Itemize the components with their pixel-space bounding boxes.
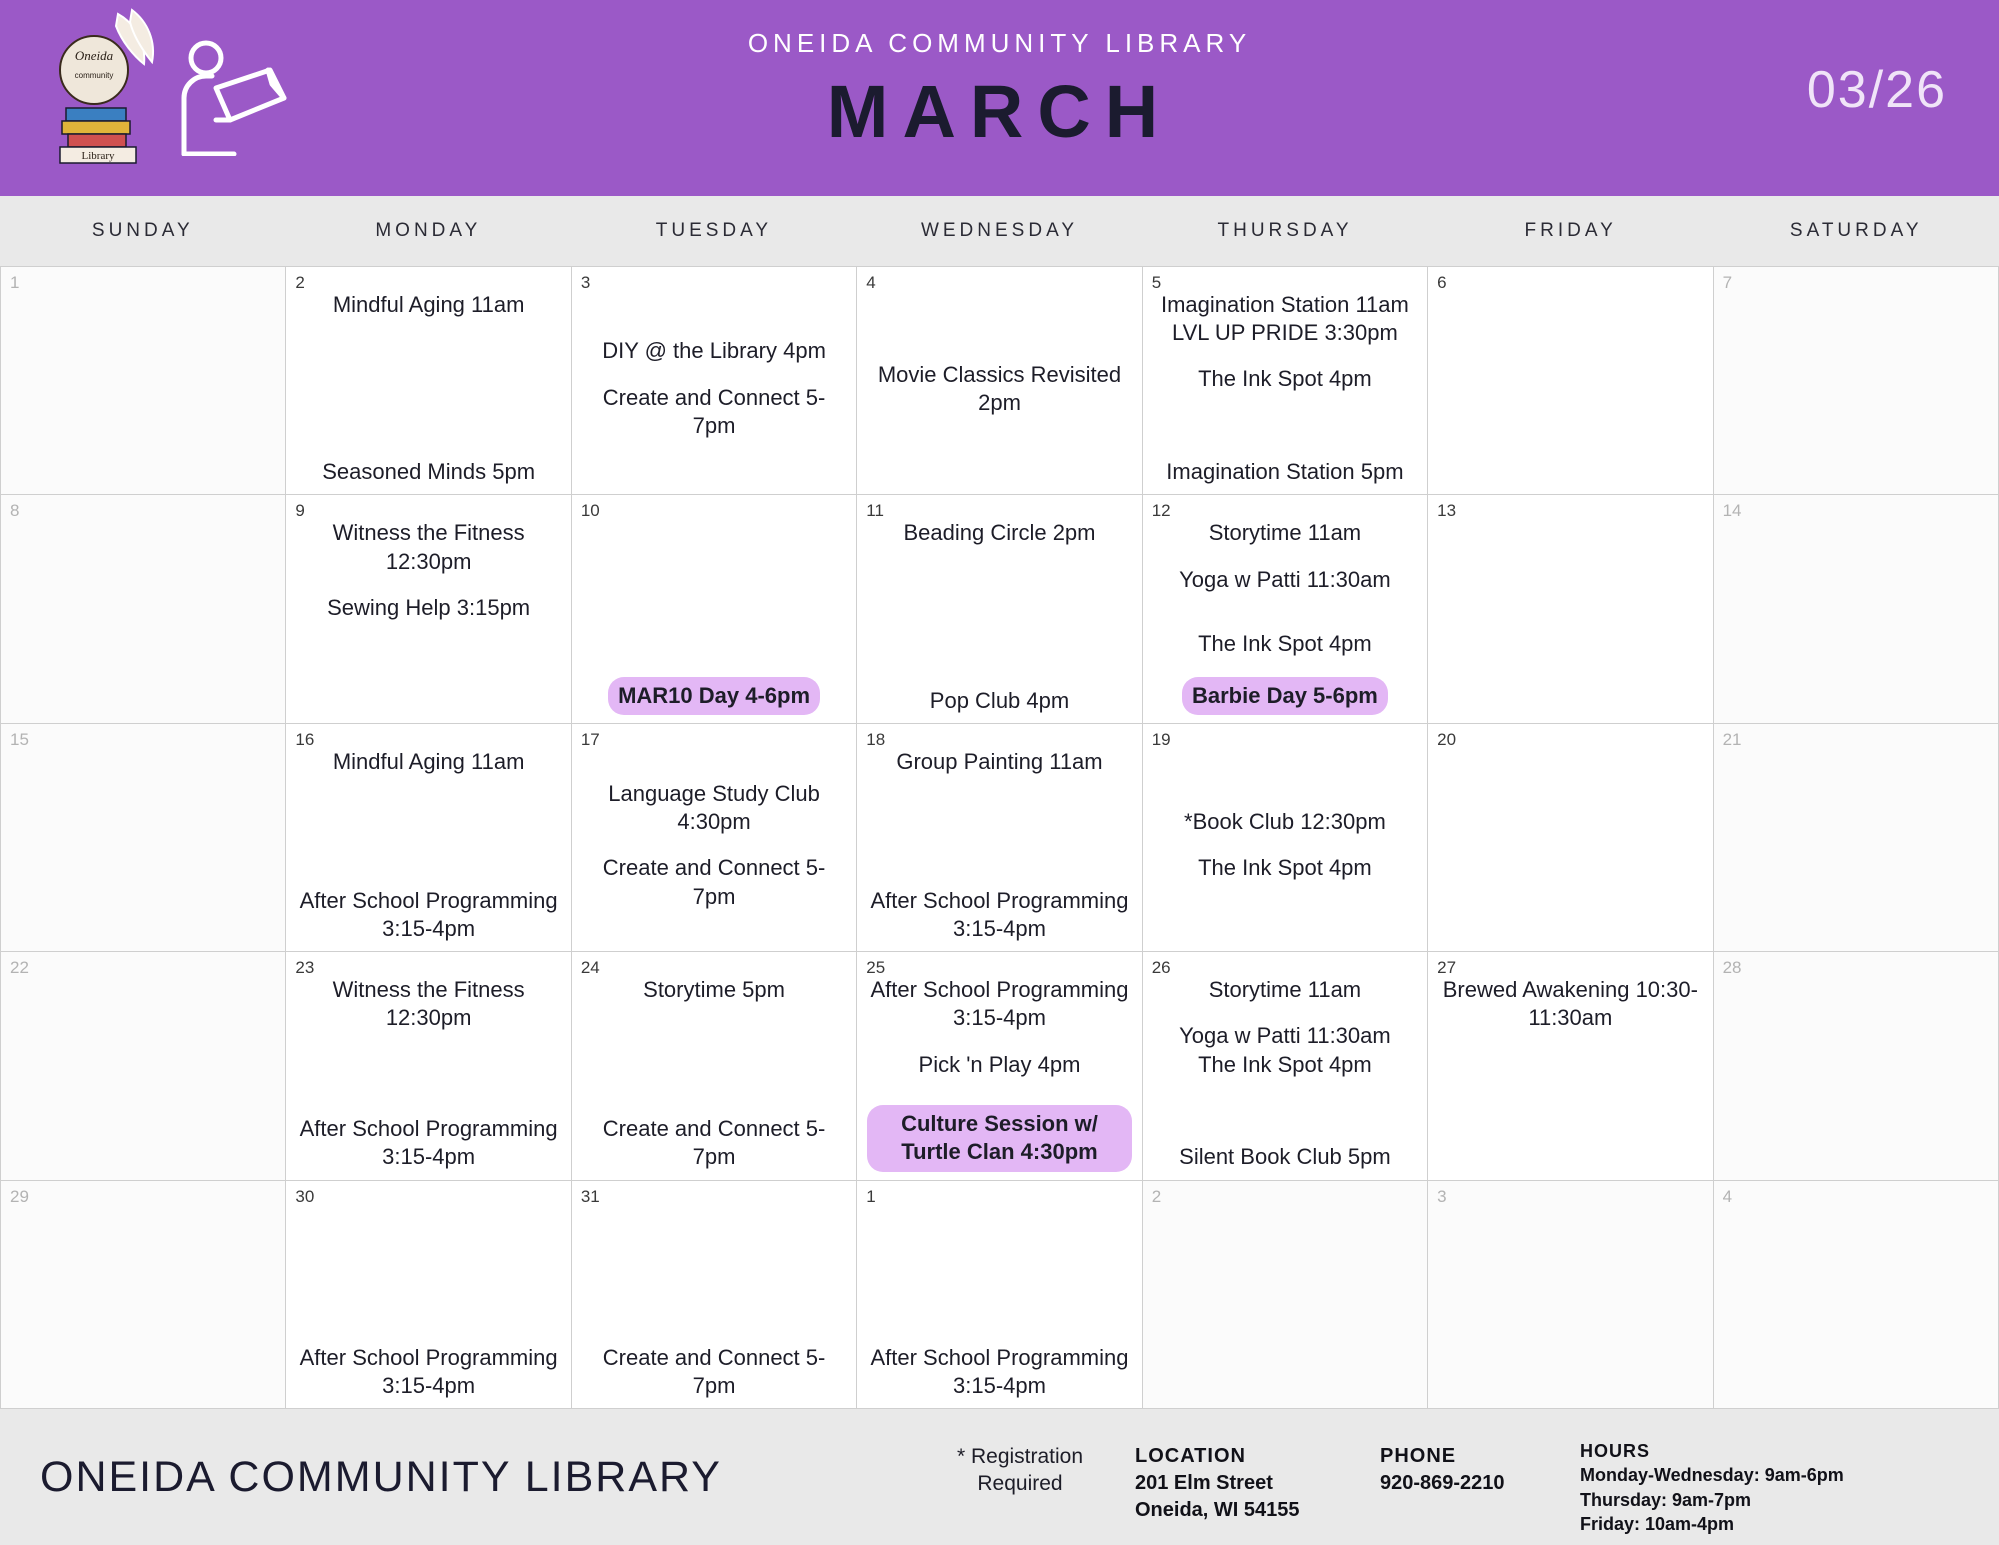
calendar-day-cell[interactable] [286,1181,571,1409]
calendar-day-cell[interactable] [1143,952,1428,1180]
event-item[interactable]: Pop Club 4pm [929,687,1070,713]
calendar-day-cell[interactable] [1,1181,286,1409]
day-number: 3 [1437,1186,1447,1206]
day-events [294,976,562,1171]
event-item[interactable]: Storytime 11am [1208,977,1362,1003]
calendar-day-cell[interactable] [1,952,286,1180]
calendar-day-cell[interactable] [1,267,286,495]
day-number: 7 [1722,273,1733,292]
event-item[interactable]: Imagination Station 5pm [1166,459,1404,485]
event-item[interactable]: Witness the Fitness 12:30pm [332,520,525,574]
calendar-day-cell[interactable] [1143,495,1428,723]
day-number: 8 [10,501,20,521]
event-group [865,976,1133,1078]
calendar-day-cell[interactable] [1,724,286,952]
location-label: LOCATION [1135,1445,1246,1467]
event-item[interactable]: Storytime 11am [1208,520,1362,546]
event-group [865,519,1133,547]
event-highlighted[interactable] [1151,677,1419,715]
day-events [1722,291,1990,486]
weekday-friday: FRIDAY [1524,220,1617,241]
header-date-code: 03/26 [1806,61,1947,119]
day-events [1151,291,1419,486]
day-events [294,519,562,714]
event-item[interactable]: Storytime 5pm [643,977,785,1003]
day-number: 15 [10,729,29,749]
event-group [580,1344,848,1400]
event-item[interactable]: Beading Circle 2pm [903,520,1096,546]
calendar-day-cell[interactable] [857,724,1142,952]
day-number: 4 [866,273,876,292]
calendar-day-cell[interactable] [1428,1181,1713,1409]
day-number: 13 [1437,501,1457,521]
event-item[interactable]: Create and Connect 5-7pm [602,384,826,438]
event-item[interactable]: Sewing Help 3:15pm [327,594,531,620]
day-events [1151,519,1419,714]
event-highlighted[interactable] [580,677,848,715]
day-events [1436,291,1704,486]
event-item[interactable]: Create and Connect 5-7pm [602,1116,826,1170]
day-number: 21 [1722,729,1742,749]
day-number: 24 [580,958,600,978]
page-footer [0,1409,1999,1545]
day-events [9,748,277,943]
calendar-day-cell[interactable] [572,495,857,723]
calendar-day-cell[interactable] [286,952,571,1180]
calendar-day-cell[interactable] [857,267,1142,495]
calendar-day-cell[interactable] [1428,495,1713,723]
day-events [1436,748,1704,943]
hours-label: HOURS [1580,1441,1651,1461]
event-group [580,1115,848,1171]
calendar-day-cell[interactable] [572,267,857,495]
calendar-day-cell[interactable] [1714,724,1999,952]
day-events [580,976,848,1171]
event-item[interactable]: Mindful Aging 11am [332,748,525,774]
event-item[interactable]: After School Programming 3:15-4pm [299,887,558,942]
day-number: 3 [580,273,591,292]
event-group [1436,976,1704,1032]
event-group [865,1105,1133,1171]
day-events [1722,976,1990,1171]
calendar-day-cell[interactable] [286,267,571,495]
day-events [1722,519,1990,714]
header-center [0,28,1999,154]
event-group [580,976,848,1004]
event-group [1151,519,1419,593]
day-events [294,1205,562,1400]
weekday-header-row [0,196,1999,266]
day-number: 2 [1151,1186,1162,1206]
calendar-day-cell[interactable] [572,1181,857,1409]
calendar-day-cell[interactable] [1428,267,1713,495]
location-line-2: Oneida, WI 54155 [1135,1499,1300,1521]
event-item[interactable]: Brewed Awakening 10:30-11:30am [1442,977,1698,1031]
event-item[interactable]: After School Programming 3:15-4pm [870,887,1129,942]
phone-label: PHONE [1380,1445,1457,1467]
calendar-day-cell[interactable] [1428,952,1713,1180]
day-number: 28 [1722,958,1742,978]
calendar-day-cell[interactable] [1714,1181,1999,1409]
event-group [1151,319,1419,393]
weekday-wednesday: WEDNESDAY [920,220,1079,241]
day-events [9,1205,277,1400]
day-events [9,291,277,486]
weekday-sunday: SUNDAY [91,220,194,241]
hours-line-3: Friday: 10am-4pm [1580,1513,1735,1534]
event-item[interactable]: Imagination Station 11am [1160,292,1409,317]
event-group [865,361,1133,417]
svg-text:community: community [74,71,114,80]
day-events [580,748,848,943]
event-group [1151,458,1419,486]
event-group [294,748,562,776]
calendar-day-cell[interactable] [1,495,286,723]
day-events [865,976,1133,1171]
day-events [294,291,562,486]
event-group [865,887,1133,943]
event-item[interactable]: Yoga w Patti 11:30am [1179,1023,1391,1049]
day-number: 6 [1437,273,1447,292]
event-item[interactable]: The Ink Spot 4pm [1198,631,1372,657]
day-events [1151,976,1419,1171]
day-number: 22 [10,958,29,978]
weekday-monday: MONDAY [375,220,482,241]
day-number: 14 [1722,501,1742,521]
event-group [865,687,1133,715]
event-item[interactable]: Language Study Club 4:30pm [608,781,820,835]
event-item[interactable]: Seasoned Minds 5pm [322,459,536,485]
calendar-day-cell[interactable] [286,724,571,952]
event-group [580,780,848,911]
phone-block [1380,1443,1505,1497]
day-events [1722,748,1990,943]
calendar-grid [0,266,1999,1409]
day-events [1436,1205,1704,1400]
event-group [294,887,562,943]
header-org-name: ONEIDA COMMUNITY LIBRARY [747,28,1252,58]
day-number: 30 [295,1186,315,1206]
day-number: 16 [295,729,315,749]
calendar-day-cell[interactable] [1714,267,1999,495]
day-number: 26 [1151,958,1171,978]
svg-text:Oneida: Oneida [74,48,114,63]
event-item[interactable]: DIY @ the Library 4pm [602,338,826,364]
day-events [865,1205,1133,1400]
event-group [1151,1051,1419,1079]
day-number: 19 [1151,729,1171,749]
calendar-day-cell[interactable] [1143,267,1428,495]
day-events [9,519,277,714]
day-events [1436,519,1704,714]
event-item[interactable]: Mindful Aging 11am [332,292,525,317]
weekday-tuesday: TUESDAY [655,220,773,241]
day-number: 29 [10,1186,29,1206]
footer-library-name: ONEIDA COMMUNITY LIBRARY [40,1452,722,1501]
day-number: 5 [1151,273,1162,292]
phone-number[interactable]: 920-869-2210 [1380,1472,1505,1494]
hours-line-1: Monday-Wednesday: 9am-6pm [1580,1465,1844,1486]
event-group [865,748,1133,776]
day-number: 1 [10,273,20,292]
event-item[interactable]: Create and Connect 5-7pm [602,855,826,909]
event-item[interactable]: The Ink Spot 4pm [1198,366,1372,392]
calendar-day-cell[interactable] [1428,724,1713,952]
event-group [1151,630,1419,714]
event-item[interactable]: LVL UP PRIDE 3:30pm [1172,320,1398,346]
event-item[interactable]: After School Programming 3:15-4pm [870,977,1129,1031]
event-group [294,291,562,319]
day-number: 25 [866,958,886,978]
calendar-day-cell[interactable] [857,1181,1142,1409]
day-number: 23 [295,958,315,978]
event-group [294,1344,562,1400]
day-events [294,748,562,943]
event-group [1151,1143,1419,1171]
day-number: 17 [580,729,600,749]
event-item[interactable]: Group Painting 11am [896,748,1103,774]
event-badge[interactable]: Culture Session w/ Turtle Clan 4:30pm [867,1105,1131,1171]
day-events [580,519,848,714]
day-number: 4 [1722,1186,1733,1206]
event-item[interactable]: The Ink Spot 4pm [1198,855,1372,881]
calendar-day-cell[interactable] [572,952,857,1180]
event-group [580,677,848,715]
day-events [1151,1205,1419,1400]
day-events [9,976,277,1171]
event-item[interactable]: Witness the Fitness 12:30pm [332,977,525,1031]
event-item[interactable]: After School Programming 3:15-4pm [299,1344,558,1398]
event-group [294,458,562,486]
day-number: 20 [1437,729,1457,749]
event-group [294,976,562,1032]
page-title: MARCH [826,70,1173,153]
day-number: 9 [295,501,305,521]
day-number: 2 [295,273,305,292]
day-events [1436,976,1704,1171]
hours-line-2: Thursday: 9am-7pm [1580,1489,1752,1510]
event-group [294,1115,562,1171]
day-number: 12 [1151,501,1171,521]
event-group [1151,976,1419,1050]
calendar-day-cell[interactable] [572,724,857,952]
day-events [1151,748,1419,943]
event-item[interactable]: After School Programming 3:15-4pm [870,1344,1129,1398]
calendar-day-cell[interactable] [857,952,1142,1180]
event-highlighted[interactable] [865,1105,1133,1171]
day-number: 27 [1437,958,1457,978]
calendar-day-cell[interactable] [1714,495,1999,723]
event-item[interactable]: After School Programming 3:15-4pm [299,1116,558,1170]
event-group [294,519,562,621]
registration-note: * Registration Required [956,1445,1084,1496]
calendar-day-cell[interactable] [857,495,1142,723]
day-events [865,748,1133,943]
day-number: 10 [580,501,600,521]
event-badge[interactable]: MAR10 Day 4-6pm [608,677,820,715]
day-events [865,519,1133,714]
calendar-day-cell[interactable] [1714,952,1999,1180]
weekday-saturday: SATURDAY [1789,220,1923,241]
event-group [1151,291,1419,319]
hours-block [1580,1439,1844,1536]
day-events [1722,1205,1990,1400]
event-badge[interactable]: Barbie Day 5-6pm [1182,677,1388,715]
calendar-day-cell[interactable] [286,495,571,723]
day-events [580,291,848,486]
event-item[interactable]: Silent Book Club 5pm [1179,1144,1391,1170]
day-events [580,1205,848,1400]
event-item[interactable]: Yoga w Patti 11:30am [1179,566,1391,592]
event-item[interactable]: Movie Classics Revisited 2pm [877,361,1122,415]
page-header [0,0,1999,196]
day-number: 18 [866,729,886,749]
event-item[interactable]: Pick 'n Play 4pm [918,1051,1081,1077]
weekday-thursday: THURSDAY [1217,220,1353,241]
event-item[interactable]: Create and Connect 5-7pm [602,1344,826,1398]
location-line-1: 201 Elm Street [1135,1472,1273,1494]
location-block [1135,1443,1300,1524]
event-item[interactable]: *Book Club 12:30pm [1184,809,1386,835]
event-group [865,1344,1133,1400]
svg-text:Library: Library [81,150,115,162]
day-events [865,291,1133,486]
calendar-day-cell[interactable] [1143,1181,1428,1409]
day-number: 1 [866,1186,876,1206]
event-group [580,337,848,439]
event-group [1151,808,1419,882]
event-item[interactable]: The Ink Spot 4pm [1198,1051,1372,1077]
day-number: 31 [580,1186,600,1206]
calendar-day-cell[interactable] [1143,724,1428,952]
day-number: 11 [866,501,884,521]
